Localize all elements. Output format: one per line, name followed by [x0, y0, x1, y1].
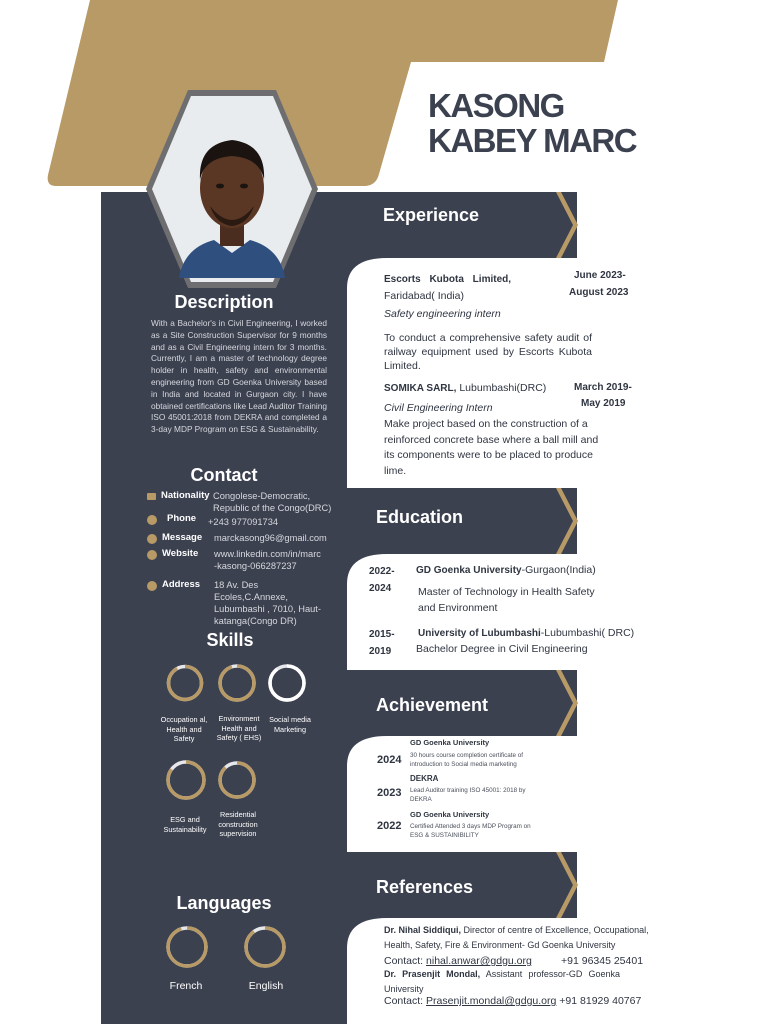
job-dates: May 2019: [581, 398, 626, 409]
achievement-org: DEKRA: [410, 774, 439, 783]
achievement-title: Achievement: [376, 695, 489, 715]
achievement-year: 2023: [377, 787, 402, 799]
job-description: To conduct a comprehensive safety audit of railway equipment used by Escorts Kubota Limited.: [384, 332, 592, 372]
language-label: English: [248, 980, 284, 992]
reference-desc: Assistant professor-GD Goenka University: [384, 969, 620, 994]
achievement-org: GD Goenka University: [410, 738, 490, 747]
contact-value[interactable]: www.linkedin.com/in/marc-kasong-066287237: [214, 549, 321, 571]
edu-school-line: [418, 626, 634, 641]
skill-ring: [165, 752, 207, 808]
language-label: French: [169, 980, 203, 992]
contact-label: Address: [162, 579, 201, 590]
contact-value: +243 977091734: [208, 517, 279, 527]
reference-contact: [384, 954, 532, 968]
contact-value[interactable]: marckasong96@gmail.com: [214, 533, 327, 543]
reference-desc: Director of centre of Excellence, Occupational, Health, Safety, Fire & Environment- Gd Goenka University: [384, 925, 649, 950]
reference-entry: [384, 923, 660, 953]
name-line-2: KABEY MARC: [428, 122, 637, 159]
contact-address: [147, 579, 326, 627]
reference-email[interactable]: nihal.anwar@gdgu.org: [426, 955, 532, 967]
contact-value: Congolese-Democratic, Republic of the Congo(DRC): [213, 491, 332, 513]
name-line-1: KASONG: [428, 87, 564, 124]
skill-label: Social media Marketing: [269, 715, 311, 734]
reference-contact-label: Contact:: [384, 995, 424, 1007]
reference-name: Dr. Nihal Siddiqui,: [384, 925, 462, 935]
edu-year: 2019: [369, 646, 392, 657]
contact-label: Message: [162, 532, 203, 543]
message-icon: [147, 534, 157, 544]
phone-icon: [147, 515, 157, 525]
job-header: [384, 381, 546, 396]
job-description: Make project based on the construction of a reinforced concrete base where a ball mill and its components were to be placed to produce lime.: [384, 418, 599, 477]
contact-label: Nationality: [161, 490, 210, 501]
skill-ring: [166, 657, 206, 707]
skill-label: Occupation al, Health and Safety: [160, 715, 208, 743]
job-company: Escorts Kubota Limited,: [384, 274, 512, 285]
band-corner: [347, 258, 387, 288]
skills-title: Skills: [206, 630, 254, 650]
skill-ring: [216, 752, 258, 808]
job-dates: March 2019-: [574, 382, 632, 393]
job-role: Safety engineering intern: [384, 308, 501, 320]
achievement-year: 2024: [377, 754, 402, 766]
job-dates: June 2023-: [574, 270, 626, 281]
language-ring: [243, 916, 287, 978]
skill-label: ESG and Sustainability: [163, 815, 207, 834]
edu-school: GD Goenka University: [416, 565, 522, 576]
contact-label: Phone: [167, 513, 197, 524]
languages-title: Languages: [176, 893, 272, 913]
reference-email[interactable]: Prasenjit.mondal@gdgu.org: [426, 995, 557, 1007]
description-title: Description: [174, 292, 274, 312]
achievement-text: Lead Auditor training ISO 45001: 2018 by DEKRA: [410, 787, 526, 803]
reference-entry: [384, 967, 620, 997]
contact-title: Contact: [190, 465, 258, 485]
edu-school-line: [416, 563, 596, 578]
reference-phone: +91 96345 25401: [561, 955, 644, 967]
language-ring: [165, 916, 209, 978]
reference-phone: +91 81929 40767: [559, 995, 642, 1007]
experience-arrow: [552, 192, 578, 258]
education-title: Education: [376, 507, 464, 527]
job-location: Lubumbashi(DRC): [459, 382, 547, 394]
experience-title: Experience: [383, 205, 480, 225]
edu-school: University of Lubumbashi: [418, 628, 541, 639]
references-arrow: [552, 852, 578, 918]
description-text: With a Bachelor's in Civil Engineering, I worked as a Site Construction Supervisor for 9 months and as a Civil Engineering intern for 3 months. Currently, I am a master of technology degree holder in health, safety and environmental engineering from GD Goenka University based in India and located in Gurgaon city. I have obtained certifications like Lead Auditor Training ISO 45001:2018 from DEKRA and completed a 3-day MDP Program on ESG & Sustainability.: [151, 318, 327, 435]
reference-name: Dr. Prasenjit Mondal,: [384, 969, 481, 979]
reference-contact-label: Contact:: [384, 955, 424, 967]
edu-year: 2015-: [369, 629, 395, 640]
contact-nationality: [147, 490, 335, 514]
contact-phone: [147, 513, 328, 528]
achievement-text: 30 hours course completion certificate of introduction to Social media marketing: [410, 752, 524, 768]
location-icon: [147, 581, 157, 591]
references-title: References: [376, 877, 474, 897]
education-arrow: [552, 488, 578, 554]
achievement-text: Certified Attended 3 days MDP Program on ESG & SUSTAINIBILITY: [410, 823, 531, 839]
skill-ring: [217, 657, 257, 707]
flag-icon: [147, 493, 156, 500]
band-corner: [347, 918, 387, 948]
achievement-year: 2022: [377, 820, 402, 832]
edu-degree: Bachelor Degree in Civil Engineering: [416, 643, 588, 655]
job-role: Civil Engineering Intern: [384, 402, 493, 414]
reference-contact: [384, 994, 641, 1008]
profile-photo: [144, 88, 320, 290]
skill-label: Residential construction supervision: [218, 810, 258, 838]
job-location: Faridabad( India): [384, 290, 464, 302]
edu-year: 2022-: [369, 566, 395, 577]
edu-place: -Gurgaon(India): [521, 564, 596, 576]
job-company: SOMIKA SARL,: [384, 383, 457, 394]
achievement-arrow: [552, 670, 578, 736]
edu-degree: Master of Technology in Health Safety and Environment: [418, 586, 595, 614]
contact-message: [147, 532, 334, 544]
skill-ring: [266, 657, 308, 707]
edu-year: 2024: [369, 583, 392, 594]
contact-website: [147, 548, 322, 572]
candidate-name: [428, 88, 636, 158]
globe-icon: [147, 550, 157, 560]
edu-place: -Lubumbashi( DRC): [540, 627, 635, 639]
skill-label: Environment Health and Safety ( EHS): [216, 714, 262, 742]
contact-value: 18 Av. Des Ecoles,C.Annexe, Lubumbashi , 7010, Haut-katanga(Congo DR): [214, 580, 321, 626]
achievement-org: GD Goenka University: [410, 810, 490, 819]
contact-label: Website: [162, 548, 199, 559]
job-dates: August 2023: [569, 287, 629, 298]
